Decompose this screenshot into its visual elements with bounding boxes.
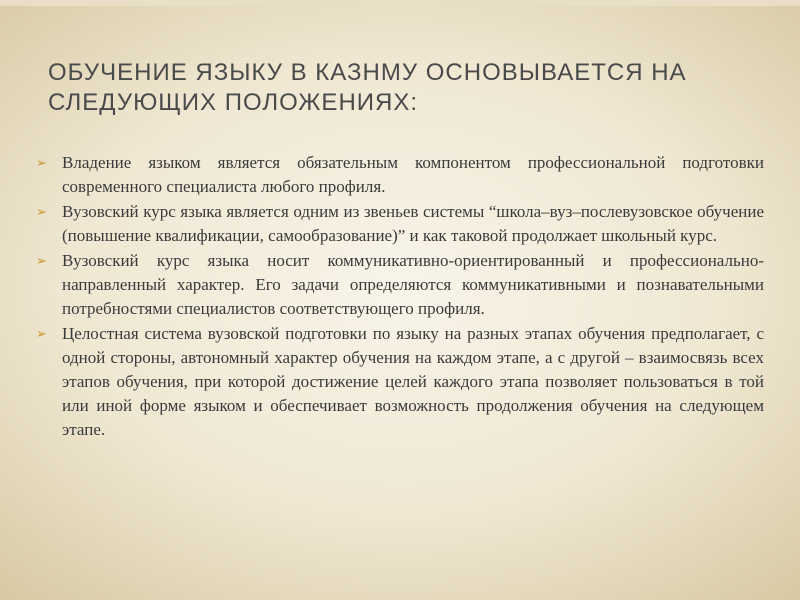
arrow-bullet-icon: ➢	[36, 327, 47, 342]
bullet-item	[36, 151, 764, 199]
arrow-bullet-icon: ➢	[36, 254, 47, 269]
bullet-text: Вузовский курс языка является одним из звеньев системы “школа–вуз–послевузовское обучение (повышение квалификации, самообразование)” и как таковой продолжает школьный курс.	[62, 202, 764, 245]
bullet-item	[36, 249, 764, 321]
bullet-text: Целостная система вузовской подготовки по языку на разных этапах обучения предполагает, с одной стороны, автономный характер обучения на каждом этапе, а с другой – взаимосвязь всех этапов обучения, при которой достижение целей каждого этапа позволяет пользоваться в той или иной форме языком и обеспечивает возможность продолжения обучения на следующем этапе.	[62, 324, 764, 439]
arrow-bullet-icon: ➢	[36, 205, 47, 220]
top-accent-bar	[0, 0, 800, 6]
bullet-item	[36, 322, 764, 442]
bullet-text: Владение языком является обязательным компонентом профессиональной подготовки современного специалиста любого профиля.	[62, 153, 764, 196]
slide-title: ОБУЧЕНИЕ ЯЗЫКУ В КАЗНМУ ОСНОВЫВАЕТСЯ НА СЛЕДУЮЩИХ ПОЛОЖЕНИЯХ:	[48, 59, 687, 116]
bullet-text: Вузовский курс языка носит коммуникативно-ориентированный и профессионально-направленный характер. Его задачи определяются коммуникативными и познавательными потребностями специалистов соответствующего профиля.	[62, 251, 764, 318]
bullet-list	[36, 151, 764, 443]
bullet-item	[36, 200, 764, 248]
arrow-bullet-icon: ➢	[36, 156, 47, 171]
